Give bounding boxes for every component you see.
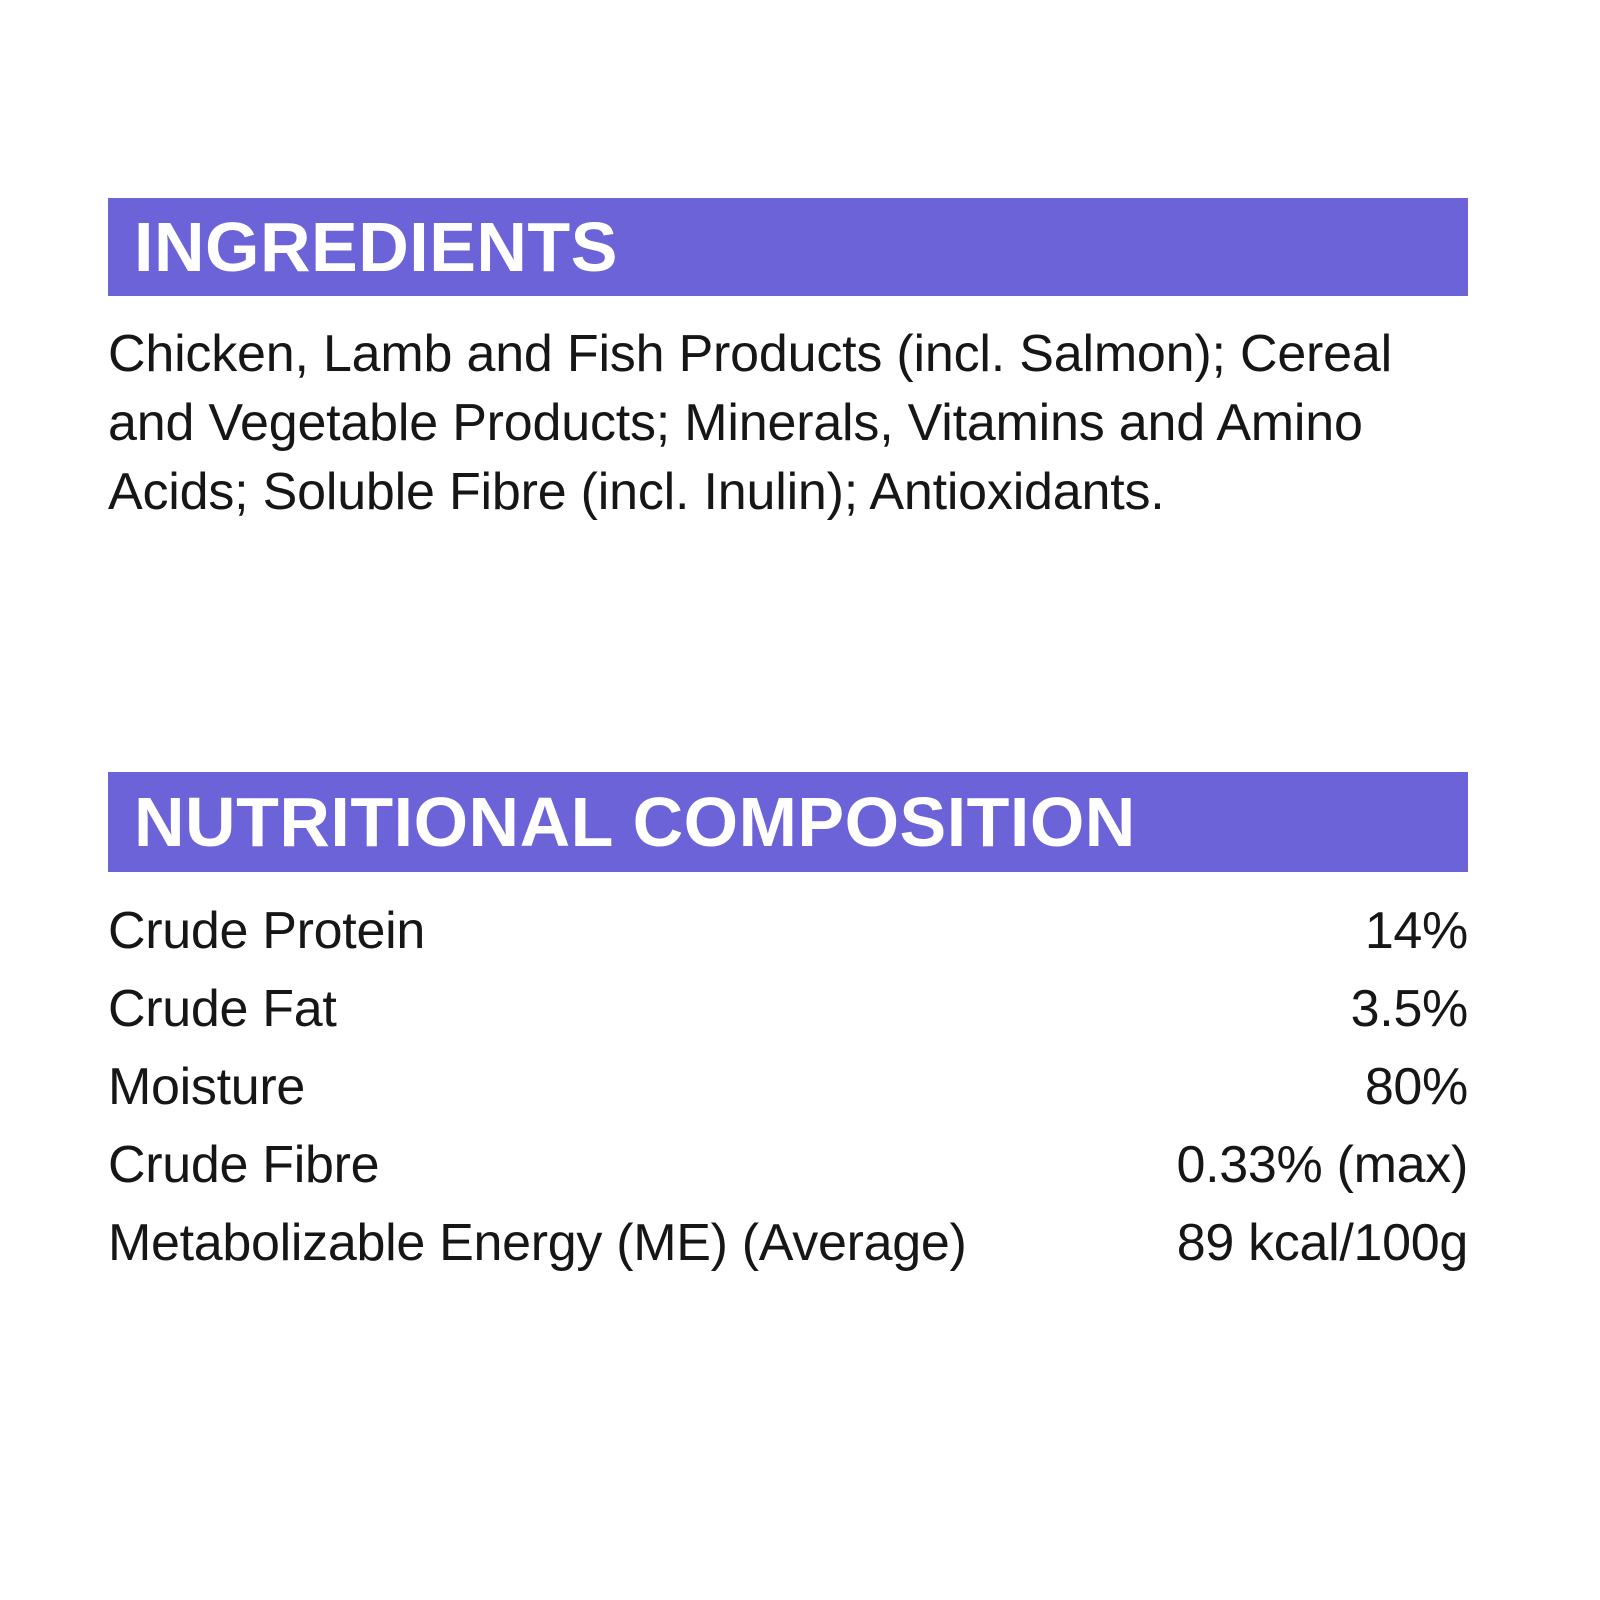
nutrient-value: 0.33% (max) (1176, 1136, 1468, 1194)
nutrient-label: Metabolizable Energy (ME) (Average) (108, 1214, 967, 1272)
nutrient-value: 89 kcal/100g (1176, 1214, 1468, 1272)
nutrition-table-body (108, 892, 1468, 1282)
ingredients-section (108, 198, 1468, 579)
table-row (108, 1126, 1468, 1204)
nutrient-label: Crude Protein (108, 902, 425, 960)
nutrition-table (108, 892, 1468, 1282)
table-row (108, 892, 1468, 970)
ingredients-heading: INGREDIENTS (134, 208, 618, 286)
nutrient-value: 80% (1364, 1058, 1468, 1116)
ingredients-text: Chicken, Lamb and Fish Products (incl. Salmon); Cereal and Vegetable Products; Minerals, Vitamins and Amino Acids; Soluble Fibre (incl. Inulin); Antioxidants. (108, 325, 1392, 522)
ingredients-banner (108, 198, 1468, 296)
table-row (108, 970, 1468, 1048)
nutrient-label: Crude Fibre (108, 1136, 380, 1194)
nutrient-value: 14% (1364, 902, 1468, 960)
nutrition-banner (108, 772, 1468, 872)
nutrition-heading: NUTRITIONAL COMPOSITION (134, 783, 1136, 861)
table-row (108, 1048, 1468, 1126)
nutrient-value: 3.5% (1350, 980, 1468, 1038)
nutrient-label: Crude Fat (108, 980, 337, 1038)
table-row (108, 1204, 1468, 1282)
nutrient-label: Moisture (108, 1058, 305, 1116)
nutrition-section (108, 772, 1468, 1282)
